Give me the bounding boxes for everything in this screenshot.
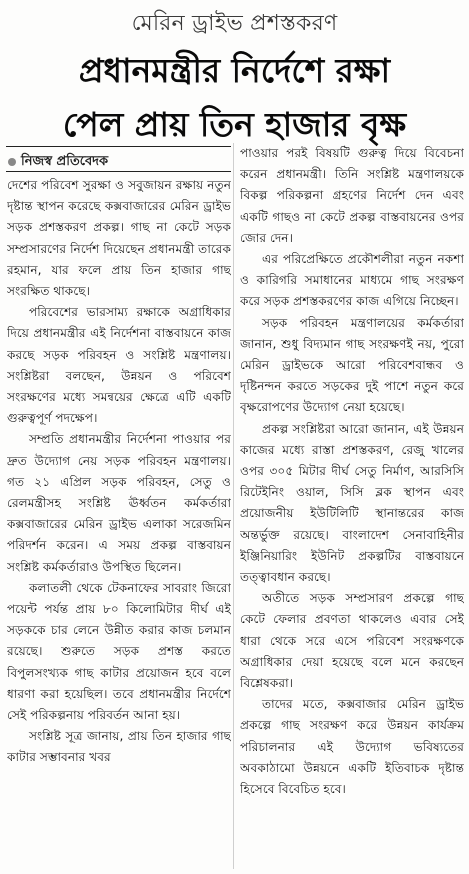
- headline-line-1: প্রধানমন্ত্রীর নির্দেশে রক্ষা: [78, 51, 391, 90]
- paragraph: এর পরিপ্রেক্ষিতে প্রকৌশলীরা নতুন নকশা ও কারিগরি সমাধানের মাধ্যমে গাছ সংরক্ষণ করে সড়ক প্রশস্তকরণের কাজ এগিয়ে নিচ্ছেন।: [240, 252, 464, 309]
- paragraph: তাদের মতে, কক্সবাজার মেরিন ড্রাইভ প্রকল্পে গাছ সংরক্ষণ করে উন্নয়ন কার্যক্রম পরিচালনার এই উদ্যোগ ভবিষ্যতের অবকাঠামো উন্নয়নে একটি ইতিবাচক দৃষ্টান্ত হিসেবে বিবেচিত হবে।: [240, 697, 464, 797]
- byline-text: নিজস্ব প্রতিবেদক: [21, 154, 109, 169]
- paragraph: পরিবেশের ভারসাম্য রক্ষাকে অগ্রাধিকার দিয়ে প্রধানমন্ত্রীর এই নির্দেশনা বাস্তবায়নে কাজ করছে সড়ক পরিবহন ও সংশ্লিষ্ট মন্ত্রণালয়। সংশ্লিষ্টরা বলছেন, উন্নয়ন ও পরিবেশ সংরক্ষণের মধ্যে সমন্বয়ের ক্ষেত্রে এটি একটি গুরুত্বপূর্ণ পদক্ষেপ।: [7, 305, 231, 426]
- paragraph: সংশ্লিষ্ট সূত্র জানায়, প্রায় তিন হাজার গাছ কাটার সম্ভাবনার খবর: [7, 729, 231, 765]
- paragraph: সড়ক পরিবহন মন্ত্রণালয়ের কর্মকর্তারা জানান, শুধু বিদ্যমান গাছ সংরক্ষণই নয়, পুরো মেরিন ড্রাইভকে আরো পরিবেশবান্ধব ও দৃষ্টিনন্দন করতে সড়কের দুই পাশে নতুন করে বৃক্ষরোপণের উদ্যোগ নেয়া হয়েছে।: [240, 315, 464, 415]
- column-divider: [233, 143, 234, 869]
- headline-line-2: পেল প্রায় তিন হাজার বৃক্ষ: [62, 105, 407, 144]
- byline: [8, 152, 233, 173]
- byline-bottom-rule: [6, 171, 231, 172]
- paragraph: কলাতলী থেকে টেকনাফের সাবরাং জিরো পয়েন্ট পর্যন্ত প্রায় ৮০ কিলোমিটার দীর্ঘ এই সড়ককে চার লেনে উন্নীত করার কাজ চলমান রয়েছে। শুরুতে সড়ক প্রশস্ত করতে বিপুলসংখ্যক গাছ কাটার প্রয়োজন হবে বলে ধারণা করা হয়েছিল। তবে প্রধানমন্ত্রীর নির্দেশে সেই পরিকল্পনায় পরিবর্তন আনা হয়।: [7, 580, 231, 723]
- paragraph: সম্প্রতি প্রধানমন্ত্রীর নির্দেশনা পাওয়ার পর দ্রুত উদ্যোগ নেয় সড়ক পরিবহন মন্ত্রণালয়। গত ২১ এপ্রিল সড়ক পরিবহন, সেতু ও রেলমন্ত্রীসহ সংশ্লিষ্ট ঊর্ধ্বতন কর্মকর্তারা কক্সবাজারের মেরিন ড্রাইভ এলাকা সরেজমিন পরিদর্শন করেন। এ সময় প্রকল্প বাস্তবায়ন সংশ্লিষ্ট কর্মকর্তারাও উপস্থিত ছিলেন।: [7, 432, 231, 574]
- paragraph: অতীতে সড়ক সম্প্রসারণ প্রকল্পে গাছ কেটে ফেলার প্রবণতা থাকলেও এবার সেই ধারা থেকে সরে এসে পরিবেশ সংরক্ষণকে অগ্রাধিকার দেয়া হয়েছে বলে মনে করছেন বিশ্লেষকরা।: [240, 591, 464, 691]
- kicker: মেরিন ড্রাইভ প্রশস্তকরণ: [131, 11, 338, 36]
- paragraph: প্রকল্প সংশ্লিষ্টরা আরো জানান, এই উন্নয়ন কাজের মধ্যে রাস্তা প্রশস্তকরণ, রেজু খালের ওপর ৩০৫ মিটার দীর্ঘ সেতু নির্মাণ, আরসিসি রিটেইনিং ওয়াল, সিসি ব্লক স্থাপন এবং প্রয়োজনীয় ইউটিলিটি স্থানান্তরের কাজ অন্তর্ভুক্ত রয়েছে। বাংলাদেশ সেনাবাহিনীর ইঞ্জিনিয়ারিং ইউনিট প্রকল্পটির বাস্তবায়নে তত্ত্বাবধান করছে।: [240, 421, 464, 585]
- article-column-right: [240, 143, 464, 869]
- headline: [0, 44, 469, 152]
- bullet-icon: [8, 158, 16, 166]
- byline-rule: [6, 146, 231, 147]
- article-column-left: [7, 175, 231, 869]
- paragraph: দেশের পরিবেশ সুরক্ষা ও সবুজায়ন রক্ষায় নতুন দৃষ্টান্ত স্থাপন করেছে কক্সবাজারের মেরিন ড্রাইভ সড়ক প্রশস্তকরণ প্রকল্প। গাছ না কেটে সড়ক সম্প্রসারণের নির্দেশ দিয়েছেন প্রধানমন্ত্রী তারেক রহমান, যার ফলে প্রায় তিন হাজার গাছ সংরক্ষিত থাকছে।: [7, 178, 231, 299]
- paragraph: পাওয়ার পরই বিষয়টি গুরুত্ব দিয়ে বিবেচনা করেন প্রধানমন্ত্রী। তিনি সংশ্লিষ্ট মন্ত্রণালয়কে বিকল্প পরিকল্পনা গ্রহণের নির্দেশ দেন এবং একটি গাছও না কেটে প্রকল্প বাস্তবায়নের ওপর জোর দেন।: [240, 146, 464, 245]
